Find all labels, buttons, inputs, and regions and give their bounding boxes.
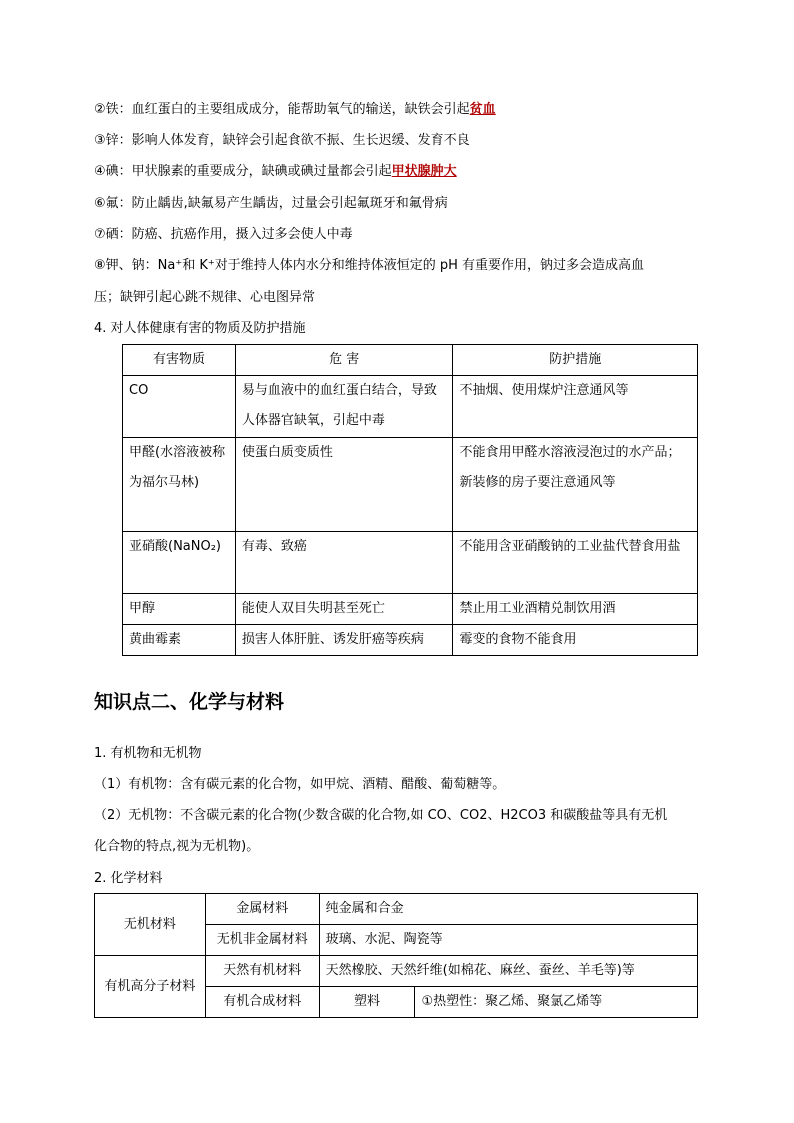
materials-heading: 2. 化学材料 — [94, 871, 163, 886]
table-row — [95, 956, 698, 987]
iodine-line — [94, 162, 457, 182]
iron-text: ②铁：血红蛋白的主要组成成分，能帮助氧气的输送，缺铁会引起 — [94, 102, 470, 117]
potassium-sodium-line-1: ⑧钾、钠：Na⁺和 K⁺对于维持人体内水分和维持体液恒定的 pH 有重要作用，钠过多会造成高血 — [94, 258, 645, 273]
cell-substance: 甲醇 — [123, 594, 236, 625]
inorganic-definition-2: 化合物的特点,视为无机物)。 — [94, 839, 260, 854]
potassium-sodium-line-2: 压；缺钾引起心跳不规律、心电图异常 — [94, 290, 316, 305]
table-row — [123, 594, 698, 625]
organic-definition: （1）有机物：含有碳元素的化合物，如甲烷、酒精、醋酸、葡萄糖等。 — [94, 777, 506, 792]
natural-materials-cell: 天然有机材料 — [205, 956, 319, 987]
cell-protection: 霉变的食物不能食用 — [453, 625, 698, 656]
header-protection: 防护措施 — [453, 345, 698, 376]
cell-harm: 易与血液中的血红蛋白结合，导致人体器官缺氧，引起中毒 — [235, 376, 453, 438]
polymer-materials-cell: 有机高分子材料 — [95, 956, 206, 1018]
cell-substance: CO — [123, 376, 236, 438]
table-row — [123, 625, 698, 656]
plastic-cell: 塑料 — [319, 987, 415, 1018]
nonmetal-materials-desc: 玻璃、水泥、陶瓷等 — [319, 925, 697, 956]
inorganic-definition-1: （2）无机物：不含碳元素的化合物(少数含碳的化合物,如 CO、CO2、H2CO3 和碳酸盐等具有无机 — [94, 808, 668, 823]
plastic-desc: ①热塑性：聚乙烯、聚氯乙烯等 — [415, 987, 698, 1018]
cell-substance: 黄曲霉素 — [123, 625, 236, 656]
cell-harm: 使蛋白质变质性 — [235, 438, 453, 532]
iodine-text: ④碘：甲状腺素的重要成分，缺碘或碘过量都会引起 — [94, 164, 392, 179]
fluorine-line: ⑥氟：防止龋齿,缺氟易产生龋齿，过量会引起氟斑牙和氟骨病 — [94, 196, 448, 211]
natural-materials-desc: 天然橡胶、天然纤维(如棉花、麻丝、蚕丝、羊毛等)等 — [319, 956, 697, 987]
selenium-line: ⑦硒：防癌、抗癌作用，摄入过多会使人中毒 — [94, 227, 353, 242]
table-header-row — [123, 345, 698, 376]
header-harm: 危 害 — [235, 345, 453, 376]
materials-table — [94, 893, 698, 1018]
header-substance: 有害物质 — [123, 345, 236, 376]
nonmetal-materials-cell: 无机非金属材料 — [205, 925, 319, 956]
harmful-heading: 4. 对人体健康有害的物质及防护措施 — [94, 321, 306, 336]
cell-substance: 亚硝酸(NaNO₂) — [123, 532, 236, 594]
table-row — [123, 532, 698, 594]
goiter-highlight: 甲状腺肿大 — [391, 164, 457, 179]
anemia-highlight: 贫血 — [469, 102, 496, 117]
table-row — [95, 894, 698, 925]
zinc-line: ③锌：影响人体发育，缺锌会引起食欲不振、生长迟缓、发育不良 — [94, 133, 470, 148]
organic-inorganic-heading: 1. 有机物和无机物 — [94, 746, 202, 761]
harmful-substances-table — [122, 344, 698, 656]
cell-harm: 有毒、致癌 — [235, 532, 453, 594]
cell-substance: 甲醛(水溶液被称为福尔马林) — [123, 438, 236, 532]
cell-protection: 不能食用甲醛水溶液浸泡过的水产品；新装修的房子要注意通风等 — [453, 438, 698, 532]
cell-protection: 不能用含亚硝酸钠的工业盐代替食用盐 — [453, 532, 698, 594]
metal-materials-cell: 金属材料 — [205, 894, 319, 925]
synthetic-materials-cell: 有机合成材料 — [205, 987, 319, 1018]
cell-protection: 不抽烟、使用煤炉注意通风等 — [453, 376, 698, 438]
iron-line — [94, 100, 496, 120]
metal-materials-desc: 纯金属和合金 — [319, 894, 697, 925]
table-row — [123, 438, 698, 532]
cell-harm: 损害人体肝脏、诱发肝癌等疾病 — [235, 625, 453, 656]
inorganic-materials-cell: 无机材料 — [95, 894, 206, 956]
cell-protection: 禁止用工业酒精兑制饮用酒 — [453, 594, 698, 625]
cell-harm: 能使人双目失明甚至死亡 — [235, 594, 453, 625]
table-row — [123, 376, 698, 438]
section-title: 知识点二、化学与材料 — [94, 691, 285, 713]
